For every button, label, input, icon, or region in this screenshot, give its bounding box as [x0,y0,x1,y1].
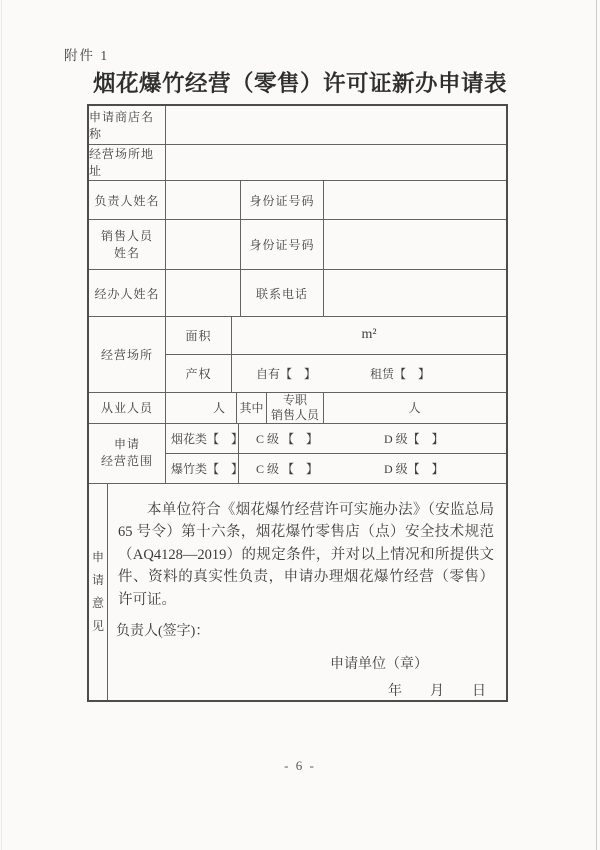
attachment-label: 附件 1 [64,48,110,63]
fulltime-sales-label [267,393,324,423]
sales-name-label-line1: 销售人员 [100,228,153,243]
sales-name-value [166,220,241,269]
area-unit: m² [361,327,377,343]
scope-fireworks-row [166,424,506,454]
fulltime-sales-label-line2: 销售人员 [270,407,319,422]
table-row [89,317,506,393]
signature-label: 负责人(签字)： [116,624,210,640]
shop-name-value [166,106,506,144]
shop-name-label: 申请商店名称 [89,106,166,144]
table-row [89,484,506,701]
sales-name-label-line2: 姓名 [113,245,140,260]
opinion-statement: 本单位符合《烟花爆竹经营许可实施办法》（安监总局 65 号令）第十六条，烟花爆竹零售店（点）安全技术规范（AQ4128—2019）的规定条件，并对以上情况和所提供文件、资料的真实性负责，申请办理烟花爆竹经营（零售）许可证。 [118,501,494,608]
scope-subrows [166,424,506,483]
staff-count-unit: 人 [166,393,237,423]
premises-subrows [166,317,506,392]
sales-id-value [324,220,506,269]
scope-firecrackers-row [166,454,506,483]
table-row [89,145,506,181]
staff-label: 从业人员 [89,393,166,423]
opinion-content [108,484,506,701]
firecrackers-grade-c-option: C 级 【 】 [256,461,319,476]
table-row [89,393,506,424]
premises-ownership-row [166,355,506,392]
ownership-options [232,355,506,392]
manager-name-label: 负责人姓名 [89,181,166,220]
area-label: 面积 [166,317,232,354]
premises-area-row [166,317,506,355]
fireworks-grade-d-option: D 级【 】 [384,431,444,446]
firecrackers-type-option: 爆竹类【 】 [166,454,239,483]
page-number: - 6 - [284,758,316,773]
fireworks-grades [239,424,506,453]
scope-label-line2: 经营范围 [100,454,153,469]
scope-label [89,424,166,483]
address-value [166,145,506,180]
date-label: 年 月 日 [388,684,486,700]
staff-among-label: 其中 [237,393,267,423]
fulltime-sales-unit: 人 [408,401,422,416]
ownership-own-option: 自有【 】 [256,366,317,381]
table-row [89,220,506,270]
table-row [89,181,506,221]
sales-name-label [89,220,166,269]
ownership-label: 产权 [166,355,232,392]
table-row [89,106,506,145]
address-label: 经营场所地址 [89,145,166,180]
fireworks-type-option: 烟花类【 】 [166,424,239,453]
page-right-scan-edge [596,0,597,850]
agent-phone-label: 联系电话 [241,270,324,316]
premises-label: 经营场所 [89,317,166,392]
agent-name-label: 经办人姓名 [89,270,166,316]
ownership-rent-option: 租赁【 】 [370,366,431,381]
manager-id-value [324,181,506,220]
page-left-scan-edge [1,0,2,850]
agent-name-value [166,270,241,316]
sales-id-label: 身份证号码 [241,220,324,269]
opinion-label-cell [89,484,108,701]
firecrackers-grade-d-option: D 级【 】 [384,461,444,476]
opinion-label: 申请意见 [91,549,104,633]
manager-id-label: 身份证号码 [241,181,324,220]
table-row [89,270,506,317]
unit-seal-label: 申请单位（章） [330,657,428,673]
fulltime-sales-label-line1: 专职 [282,392,307,407]
page-title: 烟花爆竹经营（零售）许可证新办申请表 [92,71,507,96]
fireworks-grade-c-option: C 级 【 】 [256,431,319,446]
agent-phone-value [324,270,506,316]
scope-label-line1: 申请 [113,437,140,452]
application-form-table [87,104,508,702]
manager-name-value [166,181,241,220]
table-row [89,424,506,484]
firecrackers-grades [239,454,506,483]
